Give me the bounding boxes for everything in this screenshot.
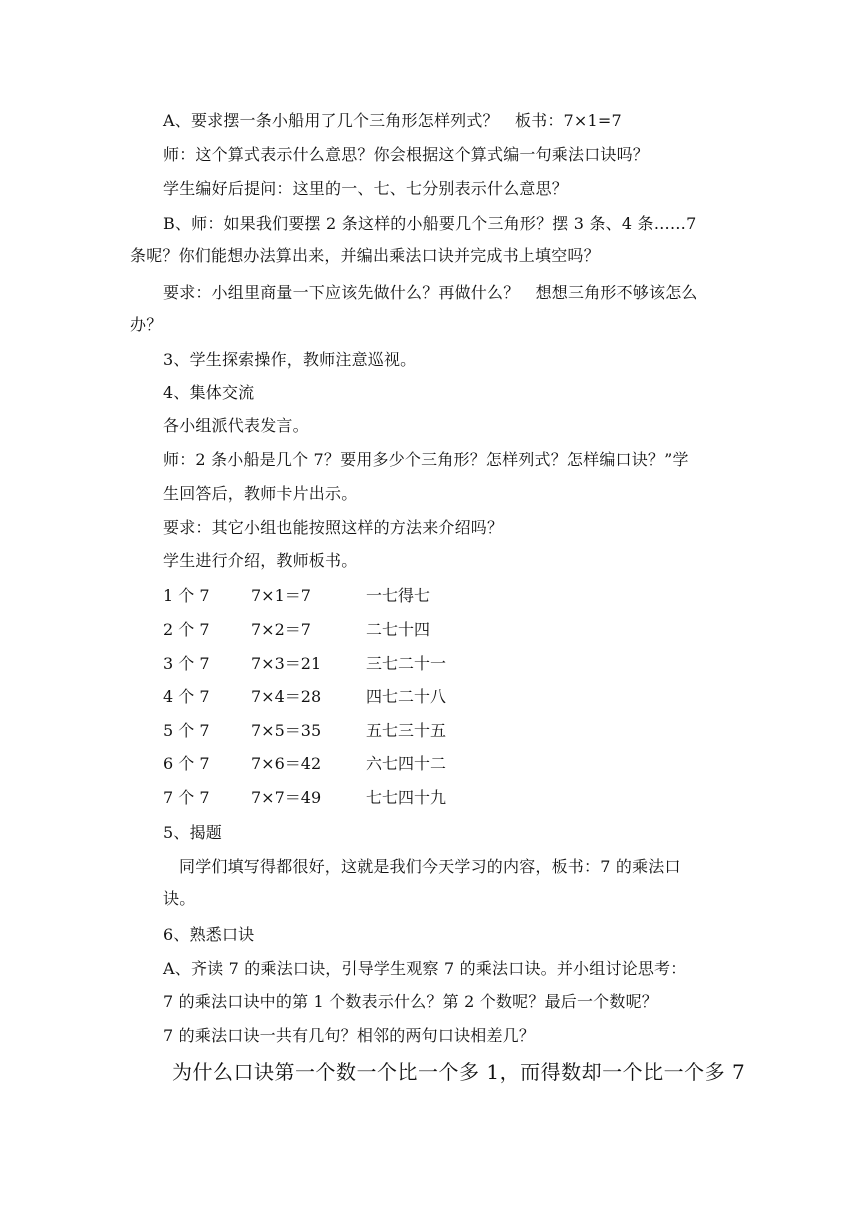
table-cell-count: 6 个 7: [163, 754, 210, 773]
paragraph-other-groups: 要求：其它小组也能按照这样的方法来介绍吗？: [163, 518, 504, 537]
table-cell-equation: 7×3＝21: [251, 654, 322, 673]
table-cell-rhyme: 六七四十二: [366, 754, 447, 773]
paragraph-question-numbers: 7 的乘法口诀中的第 1 个数表示什么？第 2 个数呢？最后一个数呢？: [163, 992, 658, 1011]
table-cell-count: 1 个 7: [163, 586, 210, 605]
paragraph-students-introduce: 学生进行介绍，教师板书。: [163, 551, 358, 570]
paragraph-student-question: 学生编好后提问：这里的一、七、七分别表示什么意思？: [163, 179, 569, 198]
table-cell-equation: 7×4＝28: [251, 687, 322, 706]
table-cell-count: 2 个 7: [163, 620, 210, 639]
table-cell-rhyme: 七七四十九: [366, 788, 447, 807]
paragraph-reveal-topic-line2: 诀。: [163, 889, 196, 908]
paragraph-reveal-topic-line1: 同学们填写得都很好，这就是我们今天学习的内容，板书：7 的乘法口: [179, 857, 681, 876]
table-cell-equation: 7×1＝7: [251, 586, 311, 605]
table-cell-count: 3 个 7: [163, 654, 210, 673]
paragraph-question-sentences: 7 的乘法口诀一共有几句？相邻的两句口诀相差几？: [163, 1026, 536, 1045]
step-3-heading: 3、学生探索操作，教师注意巡视。: [163, 350, 417, 369]
step-6-heading: 6、熟悉口诀: [163, 925, 255, 944]
paragraph-a-question: A、要求摆一条小船用了几个三角形怎样列式？ 板书：7×1=7: [163, 111, 622, 130]
step-4-heading: 4、集体交流: [163, 383, 255, 402]
table-cell-equation: 7×5＝35: [251, 721, 322, 740]
table-cell-equation: 7×6＝42: [251, 754, 322, 773]
table-cell-rhyme: 一七得七: [366, 586, 431, 605]
table-cell-rhyme: 三七二十一: [366, 654, 447, 673]
table-cell-count: 4 个 7: [163, 687, 210, 706]
paragraph-b-line1: B、师：如果我们要摆 2 条这样的小船要几个三角形？摆 3 条、4 条……7: [163, 214, 697, 233]
paragraph-group-speech: 各小组派代表发言。: [163, 416, 309, 435]
table-cell-rhyme: 五七三十五: [366, 721, 447, 740]
table-cell-count: 5 个 7: [163, 721, 210, 740]
table-cell-rhyme: 四七二十八: [366, 687, 447, 706]
paragraph-b-line2: 条呢？你们能想办法算出来，并编出乘法口诀并完成书上填空吗？: [130, 246, 600, 265]
paragraph-teacher-question: 师：这个算式表示什么意思？你会根据这个算式编一句乘法口诀吗？: [163, 145, 650, 164]
table-cell-rhyme: 二七十四: [366, 620, 431, 639]
paragraph-read-aloud: A、齐读 7 的乘法口诀，引导学生观察 7 的乘法口诀。并小组讨论思考：: [163, 959, 687, 978]
paragraph-question-why: 为什么口诀第一个数一个比一个多 1，而得数却一个比一个多 7: [172, 1060, 746, 1084]
paragraph-requirement-line1: 要求：小组里商量一下应该先做什么？再做什么？ 想想三角形不够该怎么: [163, 283, 698, 302]
table-cell-equation: 7×2＝7: [251, 620, 311, 639]
paragraph-requirement-line2: 办？: [130, 315, 163, 334]
step-5-heading: 5、揭题: [163, 823, 222, 842]
paragraph-teacher-two-boats-line1: 师：2 条小船是几个 7？要用多少个三角形？怎样列式？怎样编口诀？”学: [163, 450, 689, 469]
table-cell-count: 7 个 7: [163, 788, 210, 807]
table-cell-equation: 7×7＝49: [251, 788, 322, 807]
paragraph-teacher-two-boats-line2: 生回答后，教师卡片出示。: [163, 484, 358, 503]
